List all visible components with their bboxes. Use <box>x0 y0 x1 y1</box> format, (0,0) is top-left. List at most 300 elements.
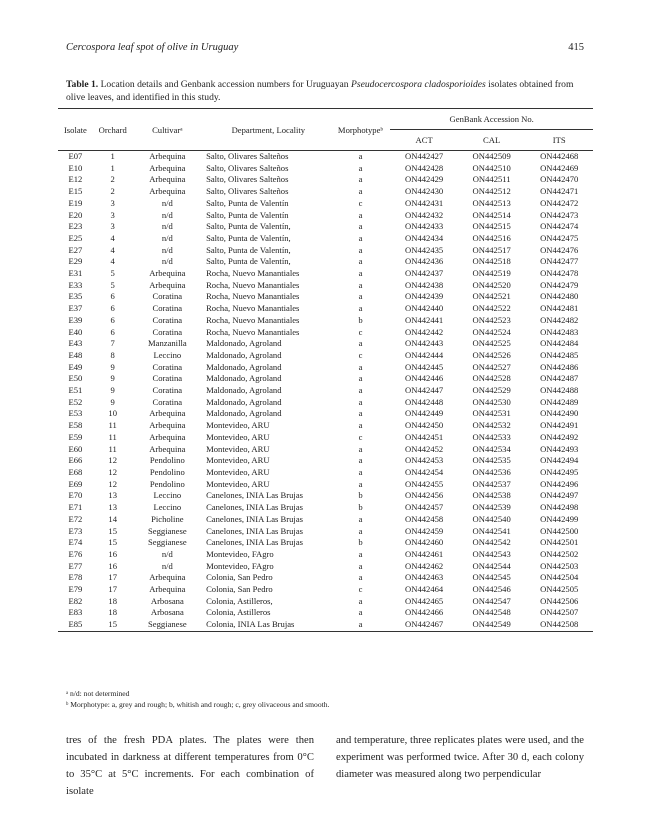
cell-morphotype: b <box>358 314 363 325</box>
cell-its: ON442502 <box>540 548 579 559</box>
caption-text-1: Location details and Genbank accession numbers for Uruguayan <box>98 79 351 90</box>
running-header <box>66 42 584 53</box>
cell-department: Salto, Punta de Valentín, <box>206 256 291 267</box>
cell-act: ON442462 <box>405 560 444 571</box>
cell-isolate: E25 <box>68 232 83 243</box>
cell-cultivar: Seggianese <box>148 525 187 536</box>
cell-department: Colonia, San Pedro <box>206 584 273 595</box>
cell-cal: ON442549 <box>472 619 511 630</box>
cell-its: ON442500 <box>540 525 579 536</box>
cell-cal: ON442546 <box>472 584 511 595</box>
cell-act: ON442435 <box>405 244 444 255</box>
cell-cal: ON442516 <box>472 232 511 243</box>
cell-cal: ON442547 <box>472 595 511 606</box>
cell-department: Rocha, Nuevo Manantiales <box>206 303 300 314</box>
cell-orchard: 9 <box>110 373 115 384</box>
cell-morphotype: a <box>358 221 363 232</box>
cell-its: ON442508 <box>540 619 579 630</box>
cell-act: ON442442 <box>405 326 444 337</box>
cell-cal: ON442519 <box>472 268 511 279</box>
cell-cal: ON442545 <box>472 572 511 583</box>
cell-morphotype: a <box>358 209 363 220</box>
cell-isolate: E39 <box>68 314 83 325</box>
cell-cultivar: Arbequina <box>149 151 186 161</box>
cell-orchard: 4 <box>110 256 115 267</box>
cell-orchard: 8 <box>110 349 115 360</box>
table-row <box>58 233 593 245</box>
cell-cal: ON442527 <box>472 361 511 372</box>
cell-morphotype: a <box>358 466 363 477</box>
cell-morphotype: a <box>358 268 363 279</box>
cell-cultivar: Seggianese <box>148 619 187 630</box>
cell-its: ON442485 <box>540 349 579 360</box>
cell-act: ON442464 <box>405 584 444 595</box>
cell-morphotype: c <box>358 431 363 442</box>
cell-cal: ON442534 <box>472 443 511 454</box>
table-row <box>58 537 593 549</box>
cell-isolate: E15 <box>68 186 83 197</box>
cell-isolate: E07 <box>68 151 83 161</box>
cell-isolate: E60 <box>68 443 83 454</box>
cell-department: Maldonado, Agroland <box>206 349 282 360</box>
table-row <box>58 572 593 584</box>
cell-act: ON442465 <box>405 595 444 606</box>
cell-morphotype: a <box>358 396 363 407</box>
cell-department: Salto, Punta de Valentín, <box>206 232 291 243</box>
cell-act: ON442451 <box>405 431 444 442</box>
cell-orchard: 13 <box>108 502 117 513</box>
cell-orchard: 16 <box>108 560 117 571</box>
cell-cal: ON442548 <box>472 607 511 618</box>
cell-morphotype: c <box>358 197 363 208</box>
cell-its: ON442504 <box>540 572 579 583</box>
cell-cultivar: Coratina <box>152 361 183 372</box>
cell-department: Salto, Olivares Salteños <box>206 186 289 197</box>
cell-its: ON442494 <box>540 455 579 466</box>
cell-isolate: E74 <box>68 537 83 548</box>
cell-cultivar: Pendolino <box>149 478 185 489</box>
cell-cal: ON442524 <box>472 326 511 337</box>
table-row <box>58 596 593 608</box>
footnote-a: ᵃ n/d: not determined <box>66 689 130 698</box>
cell-cultivar: Pendolino <box>149 455 185 466</box>
cell-act: ON442436 <box>405 256 444 267</box>
table-row <box>58 350 593 362</box>
cell-isolate: E70 <box>68 490 83 501</box>
table-row <box>58 268 593 280</box>
cell-department: Salto, Punta de Valentín <box>206 197 289 208</box>
cell-cal: ON442532 <box>472 420 511 431</box>
cell-its: ON442499 <box>540 513 579 524</box>
table-row <box>58 338 593 350</box>
cell-its: ON442481 <box>540 303 579 314</box>
cell-cultivar: Leccino <box>153 502 182 513</box>
cell-cultivar: Coratina <box>152 373 183 384</box>
cell-orchard: 12 <box>108 466 117 477</box>
cell-cultivar: n/d <box>161 560 173 571</box>
cell-morphotype: b <box>358 537 363 548</box>
cell-cultivar: Arbosana <box>150 607 184 618</box>
cell-isolate: E20 <box>68 209 83 220</box>
table-row <box>58 385 593 397</box>
cell-cultivar: n/d <box>161 232 173 243</box>
cell-its: ON442496 <box>540 478 579 489</box>
cell-orchard: 11 <box>108 431 117 442</box>
cell-orchard: 16 <box>108 548 117 559</box>
cell-morphotype: a <box>358 361 363 372</box>
table-row <box>58 397 593 409</box>
cell-its: ON442498 <box>540 502 579 513</box>
cell-cal: ON442529 <box>472 385 511 396</box>
cell-act: ON442443 <box>405 338 444 349</box>
table-caption <box>66 78 584 104</box>
cell-department: Maldonado, Agroland <box>206 338 282 349</box>
cell-orchard: 6 <box>110 291 115 302</box>
cell-morphotype: a <box>358 151 363 161</box>
cell-act: ON442457 <box>405 502 444 513</box>
cell-cal: ON442530 <box>472 396 511 407</box>
cell-orchard: 3 <box>110 209 115 220</box>
cell-cal: ON442526 <box>472 349 511 360</box>
cell-cal: ON442531 <box>472 408 511 419</box>
cell-orchard: 5 <box>110 279 115 290</box>
cell-department: Rocha, Nuevo Manantiales <box>206 279 300 290</box>
cell-act: ON442460 <box>405 537 444 548</box>
caption-species: Pseudocercospora cladosporioides <box>351 79 486 90</box>
table-row <box>58 163 593 175</box>
cell-isolate: E52 <box>68 396 83 407</box>
table-label: Table 1. <box>66 79 99 90</box>
cell-department: Canelones, INIA Las Brujas <box>206 502 303 513</box>
cell-cultivar: n/d <box>161 221 173 232</box>
cell-orchard: 9 <box>110 385 115 396</box>
cell-orchard: 18 <box>108 595 117 606</box>
cell-isolate: E69 <box>68 478 83 489</box>
cell-orchard: 6 <box>110 303 115 314</box>
table-row <box>58 526 593 538</box>
cell-its: ON442505 <box>540 584 579 595</box>
cell-isolate: E73 <box>68 525 83 536</box>
cell-its: ON442497 <box>540 490 579 501</box>
table-row <box>58 561 593 573</box>
cell-morphotype: a <box>358 162 363 173</box>
cell-morphotype: b <box>358 490 363 501</box>
cell-isolate: E66 <box>68 455 83 466</box>
cell-cultivar: Seggianese <box>148 537 187 548</box>
cell-morphotype: a <box>358 548 363 559</box>
cell-act: ON442440 <box>405 303 444 314</box>
table-row <box>58 198 593 210</box>
cell-act: ON442447 <box>405 385 444 396</box>
cell-morphotype: a <box>358 279 363 290</box>
cell-cal: ON442536 <box>472 466 511 477</box>
cell-act: ON442450 <box>405 420 444 431</box>
table-row <box>58 502 593 514</box>
cell-morphotype: c <box>358 326 363 337</box>
cell-its: ON442506 <box>540 595 579 606</box>
cell-orchard: 15 <box>108 619 117 630</box>
cell-cultivar: Leccino <box>153 349 182 360</box>
cell-morphotype: a <box>358 408 363 419</box>
cell-its: ON442488 <box>540 385 579 396</box>
cell-cal: ON442515 <box>472 221 511 232</box>
cell-department: Canelones, INIA Las Brujas <box>206 537 303 548</box>
cell-cultivar: Coratina <box>152 291 183 302</box>
table-row <box>58 303 593 315</box>
table-row <box>58 444 593 456</box>
cell-morphotype: b <box>358 502 363 513</box>
cell-orchard: 5 <box>110 268 115 279</box>
cell-cal: ON442521 <box>472 291 511 302</box>
cell-its: ON442475 <box>540 232 579 243</box>
cell-cultivar: Pendolino <box>149 466 185 477</box>
cell-isolate: E35 <box>68 291 83 302</box>
cell-isolate: E58 <box>68 420 83 431</box>
cell-cultivar: n/d <box>161 209 173 220</box>
cell-act: ON442452 <box>405 443 444 454</box>
cell-orchard: 15 <box>108 525 117 536</box>
cell-cal: ON442543 <box>472 548 511 559</box>
cell-morphotype: a <box>358 256 363 267</box>
table-row <box>58 315 593 327</box>
cell-isolate: E49 <box>68 361 83 372</box>
cell-its: ON442477 <box>540 256 579 267</box>
cell-cultivar: Coratina <box>152 314 183 325</box>
cell-isolate: E37 <box>68 303 83 314</box>
cell-morphotype: a <box>358 560 363 571</box>
isolates-table <box>58 108 593 632</box>
cell-cal: ON442513 <box>472 197 511 208</box>
cell-act: ON442427 <box>405 151 444 161</box>
cell-cal: ON442542 <box>472 537 511 548</box>
caption-text-2: isolates obtained from olive leaves, and identified in this study. <box>66 79 574 103</box>
cell-act: ON442467 <box>405 619 444 630</box>
cell-act: ON442434 <box>405 232 444 243</box>
table-footnotes <box>66 688 329 710</box>
cell-department: Montevideo, ARU <box>206 443 270 454</box>
cell-act: ON442448 <box>405 396 444 407</box>
cell-orchard: 3 <box>110 221 115 232</box>
cell-cal: ON442544 <box>472 560 511 571</box>
cell-department: Rocha, Nuevo Manantiales <box>206 314 300 325</box>
cell-morphotype: a <box>358 572 363 583</box>
cell-isolate: E12 <box>68 174 83 185</box>
cell-its: ON442473 <box>540 209 579 220</box>
col-header-morphotype: Morphotypeᵇ <box>337 124 384 135</box>
cell-isolate: E43 <box>68 338 83 349</box>
cell-department: Maldonado, Agroland <box>206 408 282 419</box>
cell-department: Montevideo, ARU <box>206 478 270 489</box>
cell-act: ON442430 <box>405 186 444 197</box>
table-row <box>58 607 593 619</box>
cell-orchard: 4 <box>110 244 115 255</box>
cell-orchard: 17 <box>108 584 117 595</box>
cell-isolate: E40 <box>68 326 83 337</box>
cell-cultivar: Arbequina <box>149 572 186 583</box>
cell-cal: ON442535 <box>472 455 511 466</box>
cell-its: ON442491 <box>540 420 579 431</box>
cell-its: ON442489 <box>540 396 579 407</box>
cell-cal: ON442540 <box>472 513 511 524</box>
table-row <box>58 420 593 432</box>
cell-its: ON442469 <box>540 162 579 173</box>
cell-its: ON442486 <box>540 361 579 372</box>
table-row <box>58 619 593 631</box>
cell-act: ON442449 <box>405 408 444 419</box>
cell-its: ON442478 <box>540 268 579 279</box>
cell-orchard: 9 <box>110 361 115 372</box>
cell-cultivar: Arbequina <box>149 279 186 290</box>
page-number: 415 <box>568 42 584 53</box>
cell-department: Montevideo, ARU <box>206 455 270 466</box>
cell-department: Rocha, Nuevo Manantiales <box>206 268 300 279</box>
cell-department: Salto, Olivares Salteños <box>206 174 289 185</box>
cell-cultivar: Arbequina <box>149 431 186 442</box>
cell-cultivar: Coratina <box>152 396 183 407</box>
cell-orchard: 9 <box>110 396 115 407</box>
cell-cultivar: Arbequina <box>149 268 186 279</box>
cell-its: ON442484 <box>540 338 579 349</box>
cell-department: Colonia, Astilleros <box>206 607 271 618</box>
table-row <box>58 584 593 596</box>
cell-orchard: 15 <box>108 537 117 548</box>
cell-department: Canelones, INIA Las Brujas <box>206 525 303 536</box>
cell-department: Montevideo, ARU <box>206 431 270 442</box>
cell-cultivar: Arbequina <box>149 186 186 197</box>
cell-act: ON442428 <box>405 162 444 173</box>
table-row <box>58 186 593 198</box>
table-row <box>58 280 593 292</box>
table-row <box>58 221 593 233</box>
cell-cultivar: Arbosana <box>150 595 184 606</box>
cell-department: Montevideo, ARU <box>206 420 270 431</box>
cell-morphotype: a <box>358 186 363 197</box>
table-body <box>58 151 593 632</box>
cell-cal: ON442517 <box>472 244 511 255</box>
cell-its: ON442507 <box>540 607 579 618</box>
cell-orchard: 2 <box>110 186 115 197</box>
cell-morphotype: a <box>358 513 363 524</box>
cell-act: ON442441 <box>405 314 444 325</box>
cell-isolate: E48 <box>68 349 83 360</box>
cell-act: ON442444 <box>405 349 444 360</box>
table-row <box>58 174 593 186</box>
table-row <box>58 245 593 257</box>
cell-its: ON442495 <box>540 466 579 477</box>
cell-act: ON442463 <box>405 572 444 583</box>
cell-act: ON442446 <box>405 373 444 384</box>
cell-orchard: 10 <box>108 408 117 419</box>
cell-orchard: 11 <box>108 443 117 454</box>
cell-orchard: 13 <box>108 490 117 501</box>
cell-cal: ON442533 <box>472 431 511 442</box>
cell-orchard: 2 <box>110 174 115 185</box>
cell-cultivar: n/d <box>161 197 173 208</box>
cell-department: Rocha, Nuevo Manantiales <box>206 326 300 337</box>
col-header-cultivar: Cultivarᵃ <box>152 124 183 135</box>
cell-morphotype: a <box>358 420 363 431</box>
cell-department: Canelones, INIA Las Brujas <box>206 513 303 524</box>
cell-isolate: E68 <box>68 466 83 477</box>
cell-cultivar: n/d <box>161 256 173 267</box>
cell-morphotype: a <box>358 607 363 618</box>
cell-cal: ON442520 <box>472 279 511 290</box>
body-text <box>66 732 584 800</box>
cell-department: Colonia, Astilleros, <box>206 595 273 606</box>
cell-department: Salto, Olivares Salteños <box>206 151 289 161</box>
cell-morphotype: a <box>358 232 363 243</box>
cell-morphotype: a <box>358 455 363 466</box>
cell-cal: ON442522 <box>472 303 511 314</box>
cell-act: ON442431 <box>405 197 444 208</box>
cell-cal: ON442541 <box>472 525 511 536</box>
cell-morphotype: a <box>358 385 363 396</box>
cell-act: ON442453 <box>405 455 444 466</box>
cell-isolate: E19 <box>68 197 83 208</box>
cell-act: ON442429 <box>405 174 444 185</box>
footnote-b: ᵇ Morphotype: a, grey and rough; b, whitish and rough; c, grey olivaceous and smooth. <box>66 700 330 709</box>
cell-isolate: E59 <box>68 431 83 442</box>
cell-department: Maldonado, Agroland <box>206 373 282 384</box>
cell-cal: ON442512 <box>472 186 511 197</box>
cell-cal: ON442538 <box>472 490 511 501</box>
cell-orchard: 11 <box>108 420 117 431</box>
cell-isolate: E10 <box>68 162 83 173</box>
cell-department: Colonia, INIA Las Brujas <box>206 619 295 630</box>
cell-isolate: E33 <box>68 279 83 290</box>
cell-cal: ON442528 <box>472 373 511 384</box>
cell-department: Salto, Punta de Valentín, <box>206 221 291 232</box>
cell-orchard: 18 <box>108 607 117 618</box>
col-header-its: ITS <box>552 135 566 145</box>
cell-department: Salto, Punta de Valentín, <box>206 244 291 255</box>
cell-cal: ON442523 <box>472 314 511 325</box>
cell-its: ON442468 <box>540 151 579 161</box>
running-title: Cercospora leaf spot of olive in Uruguay <box>66 42 239 53</box>
cell-its: ON442479 <box>540 279 579 290</box>
cell-morphotype: a <box>358 373 363 384</box>
table-row <box>58 455 593 467</box>
cell-isolate: E31 <box>68 268 83 279</box>
cell-cultivar: Manzanilla <box>148 338 187 349</box>
cell-department: Maldonado, Agroland <box>206 396 282 407</box>
cell-cultivar: n/d <box>161 548 173 559</box>
cell-orchard: 4 <box>110 232 115 243</box>
cell-isolate: E85 <box>68 619 83 630</box>
cell-cal: ON442511 <box>472 174 511 185</box>
cell-act: ON442438 <box>405 279 444 290</box>
cell-morphotype: a <box>358 595 363 606</box>
cell-isolate: E53 <box>68 408 83 419</box>
table-row <box>58 256 593 268</box>
cell-department: Montevideo, FAgro <box>206 560 274 571</box>
col-header-isolate: Isolate <box>63 124 87 135</box>
cell-its: ON442474 <box>540 221 579 232</box>
cell-its: ON442471 <box>540 186 579 197</box>
col-header-genbank: GenBank Accession No. <box>390 109 593 130</box>
cell-morphotype: a <box>358 303 363 314</box>
cell-orchard: 12 <box>108 478 117 489</box>
cell-act: ON442437 <box>405 268 444 279</box>
cell-cal: ON442539 <box>472 502 511 513</box>
col-header-cal: CAL <box>483 135 501 145</box>
cell-cultivar: Arbequina <box>149 174 186 185</box>
cell-cal: ON442537 <box>472 478 511 489</box>
cell-act: ON442433 <box>405 221 444 232</box>
table-row <box>58 432 593 444</box>
cell-morphotype: a <box>358 338 363 349</box>
cell-isolate: E29 <box>68 256 83 267</box>
